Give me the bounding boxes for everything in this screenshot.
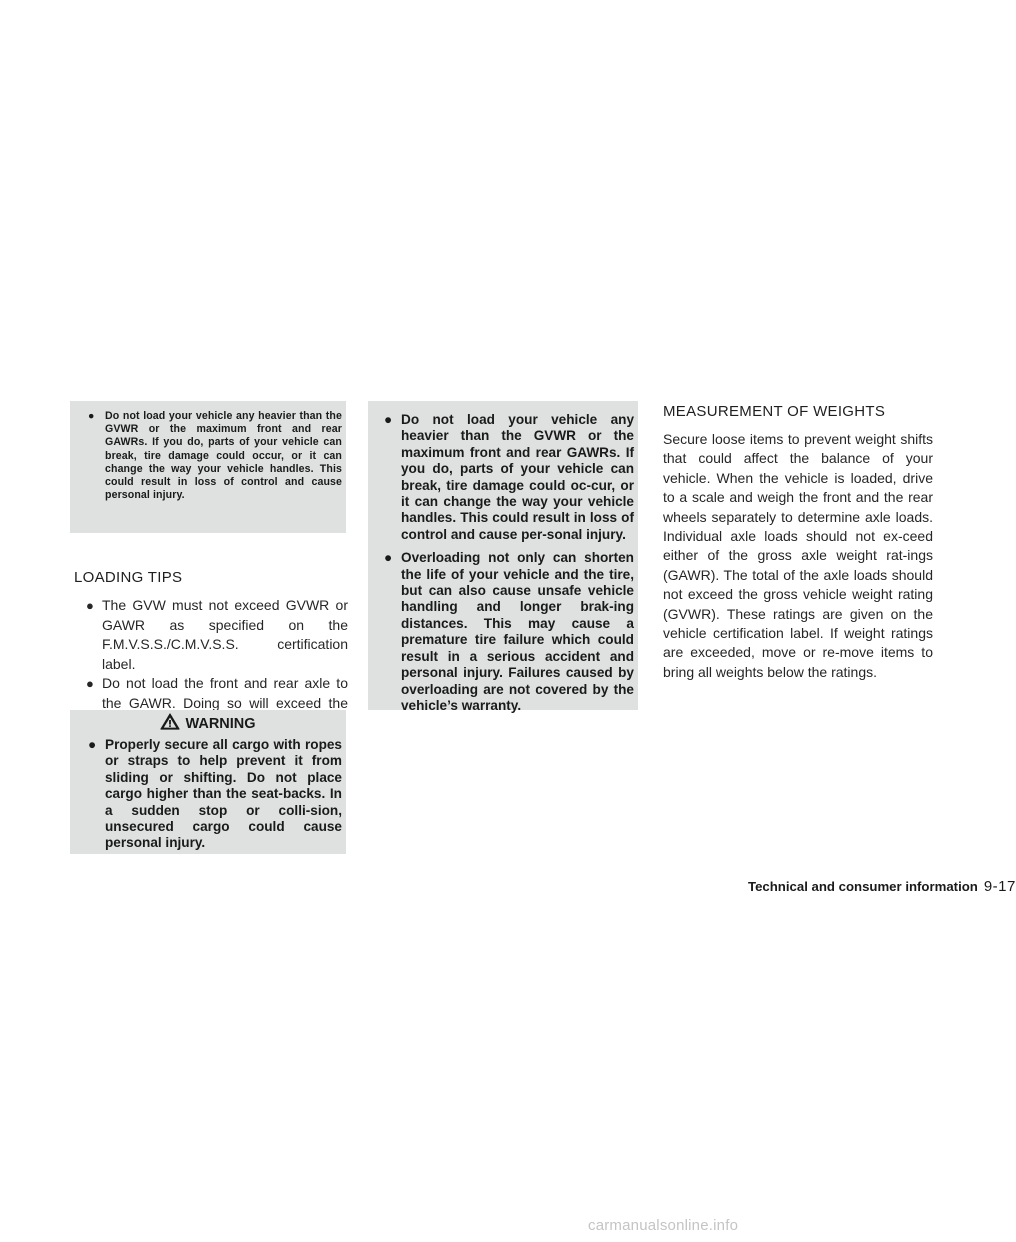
caution-item xyxy=(384,412,634,543)
warning-header xyxy=(70,710,346,737)
page-footer xyxy=(748,878,1016,895)
loading-tip-item xyxy=(86,596,348,674)
loading-tip-text: Do not load the front and rear axle to the GAWR. Doing so will exceed the xyxy=(102,675,348,711)
loading-tips-heading: LOADING TIPS xyxy=(74,569,183,586)
bullet-icon: ● xyxy=(384,412,393,427)
warning-title: WARNING xyxy=(185,716,256,732)
warning-box xyxy=(70,710,346,854)
caution-box-top xyxy=(70,401,346,533)
measurement-paragraph: Secure loose items to prevent weight shifts that could affect the balance of your vehicle. When the vehicle is loaded, drive to a scale and weigh the front and the rear wheels separately to determine axle loads. Individual axle loads should not ex-ceed either of the gross axle weight rat-ings (GAWR). The total of the axle loads should not exceed the gross vehicle weight rating (GVWR). These ratings are given on the vehicle certification label. If weight ratings are exceeded, move or re-move items to bring all weights below the ratings. xyxy=(663,431,933,680)
watermark: carmanualsonline.info xyxy=(588,1217,739,1234)
bullet-icon: ● xyxy=(88,410,95,422)
bullet-icon: ● xyxy=(88,737,97,752)
caution-text: Do not load your vehicle any heavier than the GVWR or the maximum front and rear GAWRs. If you do, parts of your vehicle can break, tire damage could oc-cur, or it can change the way your vehicle handles. This could result in loss of control and cause per-sonal injury. xyxy=(401,412,634,542)
footer-section-title: Technical and consumer information xyxy=(748,879,978,894)
caution-box-middle xyxy=(368,401,638,713)
warning-text: Properly secure all cargo with ropes or straps to help prevent it from sliding or shifting. Do not place cargo higher than the seat-backs. In a sudden stop or colli-sion, unsecured cargo could cause personal injury. xyxy=(105,737,342,851)
warning-item xyxy=(88,737,342,852)
loading-tip-text: The GVW must not exceed GVWR or GAWR as specified on the F.M.V.S.S./C.M.V.S.S. certification label. xyxy=(102,597,348,672)
bullet-icon: ● xyxy=(86,676,94,691)
caution-text: Do not load your vehicle any heavier than the GVWR or the maximum front and rear GAWRs. If you do, parts of your vehicle can break, tire damage could occur, or it can change the way your vehicle handles. This could result in loss of control and cause personal injury. xyxy=(105,410,342,502)
caution-text: Overloading not only can shorten the life of your vehicle and the tire, but can also cause unsafe vehicle handling and longer brak-ing distances. This may cause a premature tire failure which could result in a serious accident and personal injury. Failures caused by overloading are not covered by the vehicle’s warranty. xyxy=(401,550,634,713)
measurement-heading: MEASUREMENT OF WEIGHTS xyxy=(663,403,886,420)
page-number: 9-17 xyxy=(983,878,1016,895)
bullet-icon: ● xyxy=(384,550,393,566)
warning-triangle-icon xyxy=(160,713,180,730)
caution-item xyxy=(88,410,342,502)
bullet-icon: ● xyxy=(86,598,94,613)
caution-item xyxy=(384,550,634,714)
